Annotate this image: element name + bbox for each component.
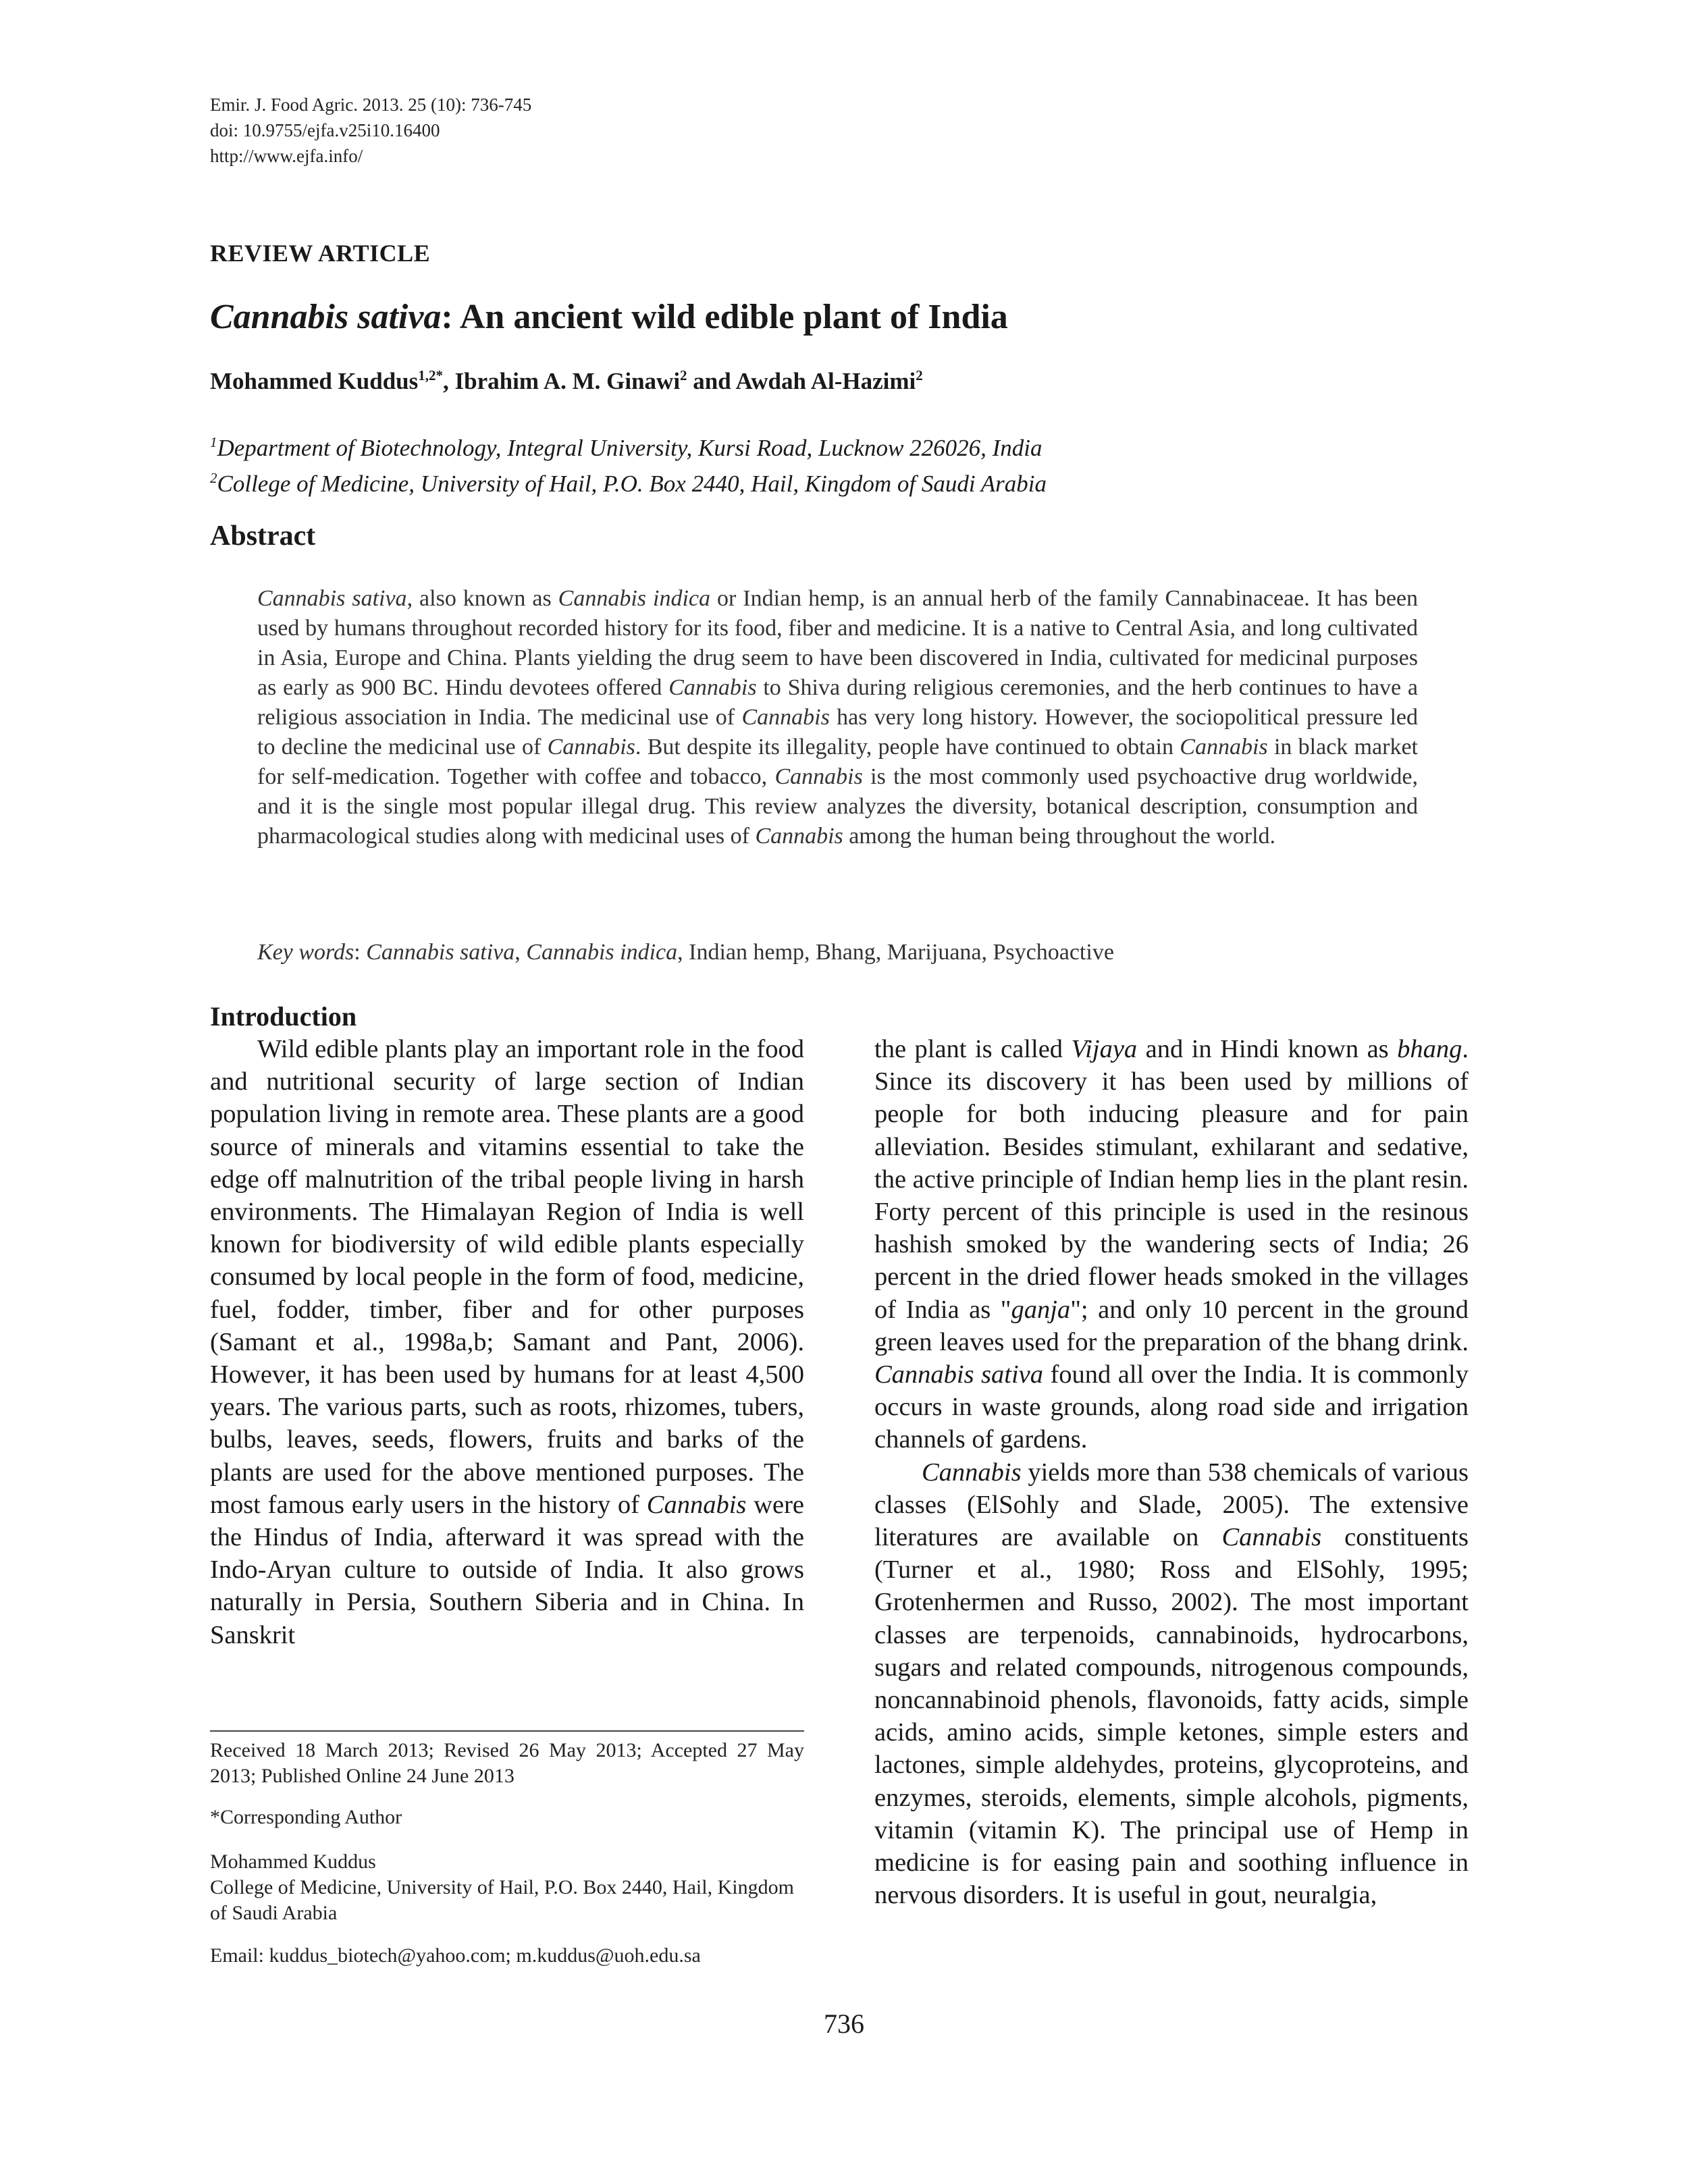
author-name: Ibrahim A. M. Ginawi [454, 368, 681, 394]
body-text: Wild edible plants play an important role in the food and nutritional security of large section of Indian population living in remote area. These plants are a good source of minerals and vitamins essential to take the edge off malnutrition of the tribal people living in harsh environments. The Himalayan Region of India is well known for biodiversity of wild edible plants especially consumed by local people in the form of food, medicine, fuel, fodder, timber, fiber and for other purposes (Samant et al., 1998a,b; Samant and Pant, 2006). However, it has been used by humans for at least 4,500 years. The various parts, such as roots, rhizomes, tubers, bulbs, leaves, seeds, flowers, fruits and barks of the plants are used for the above mentioned purposes. The most famous early users in the history of [210, 1035, 804, 1519]
author-name: Mohammed Kuddus [210, 368, 419, 394]
body-text: were the Hindus of India, afterward it was spread with the Indo-Aryan culture to outside of India. It also grows naturally in Persia, Southern Siberia and in China. In Sanskrit [210, 1490, 805, 1649]
title-species: Cannabis sativa [210, 298, 442, 336]
abstract-text: . But despite its illegality, people have continued to obtain [635, 735, 1180, 760]
keyword-italic: Cannabis sativa [366, 940, 515, 965]
abstract-italic: Cannabis [547, 735, 635, 760]
affiliation-line [210, 463, 1047, 499]
journal-doi: doi: 10.9755/ejfa.v25i10.16400 [210, 120, 440, 140]
body-italic: Cannabis [646, 1490, 747, 1519]
footnote-divider [210, 1730, 804, 1732]
body-italic: Cannabis sativa [874, 1360, 1044, 1389]
abstract-text: , also known as [406, 586, 558, 611]
corresponding-address: College of Medicine, University of Hail, P.O. Box 2440, Hail, Kingdom of Saudi Arabia [210, 1876, 794, 1924]
abstract-italic: Cannabis [668, 675, 757, 700]
keyword-italic: Cannabis indica [526, 940, 678, 965]
keywords-label: Key words [257, 940, 354, 965]
author-affiliation-mark: 1,2* [418, 367, 444, 383]
body-text: and in Hindi known as [1137, 1035, 1398, 1063]
abstract-italic: Cannabis indica [558, 586, 710, 611]
author-separator: and [687, 368, 736, 394]
corresponding-author-block [210, 1849, 804, 1926]
paper-title [210, 297, 1008, 337]
abstract-text: in black market for self-medication. Together with coffee and tobacco, [257, 735, 1418, 789]
keywords-colon: : [354, 940, 367, 965]
affiliation-line [210, 427, 1047, 463]
author-affiliation-mark: 2 [916, 367, 923, 383]
body-text: found all over the India. It is commonly occurs in waste grounds, along road side and irrigation channels of gardens. [874, 1360, 1469, 1454]
abstract-italic: Cannabis [755, 824, 843, 849]
abstract-italic: Cannabis sativa [257, 586, 407, 611]
author-separator: , [443, 368, 455, 394]
keyword-separator: , [515, 940, 527, 965]
article-type: REVIEW ARTICLE [210, 240, 431, 267]
body-italic: Cannabis [1221, 1523, 1322, 1552]
journal-url[interactable]: http://www.ejfa.info/ [210, 146, 363, 166]
affiliation-mark: 2 [210, 470, 217, 486]
received-dates: Received 18 March 2013; Revised 26 May 2013; Accepted 27 May 2013; Published Online 24 June 2013 [210, 1739, 804, 1787]
abstract-text: or Indian hemp, is an annual herb of the family Cannabinaceae. It has been used by humans throughout recorded history for its food, fiber and medicine. It is a native to Central Asia, and long cultivated in Asia, Europe and China. Plants yielding the drug seem to have been discovered in India, cultivated for medicinal purposes as early as 900 BC. Hindu devotees offered [257, 586, 1418, 700]
abstract-text: has very long history. However, the sociopolitical pressure led to decline the medicinal use of [257, 705, 1418, 760]
corresponding-label: *Corresponding Author [210, 1806, 402, 1828]
body-text: yields more than 538 chemicals of various classes (ElSohly and Slade, 2005). The extensive literatures are available on [874, 1458, 1469, 1552]
affiliations [210, 427, 1047, 499]
abstract-text: among the human being throughout the world. [843, 824, 1276, 849]
abstract-italic: Cannabis [1180, 735, 1268, 760]
body-paragraph [210, 1033, 804, 1651]
author-affiliation-mark: 2 [680, 367, 687, 383]
author-name: Awdah Al-Hazimi [735, 368, 916, 394]
body-text: the plant is called [874, 1035, 1072, 1063]
affiliation-text: Department of Biotechnology, Integral University, Kursi Road, Lucknow 226026, India [217, 435, 1043, 461]
body-column-left [210, 1033, 804, 1651]
body-text: "; and only 10 percent in the ground green leaves used for the preparation of the bhang drink. [874, 1295, 1469, 1356]
corresponding-name: Mohammed Kuddus [210, 1850, 376, 1873]
body-column-right [874, 1033, 1469, 1911]
affiliation-mark: 1 [210, 434, 217, 450]
body-italic: Cannabis [922, 1458, 1022, 1487]
body-italic: bhang [1397, 1035, 1462, 1063]
abstract-heading: Abstract [210, 521, 316, 552]
body-text: constituents (Turner et al., 1980; Ross and ElSohly, 1995; Grotenhermen and Russo, 2002). The most important classes are terpenoids, cannabinoids, hydrocarbons, sugars and related compounds, nitrogenous compounds, noncannabinoid phenols, flavonoids, fatty acids, simple acids, amino acids, simple ketones, simple esters and lactones, simple aldehydes, proteins, glycoproteins, and enzymes, steroids, elements, simple alcohols, pigments, vitamin (vitamin K). The principal use of Hemp in medicine is for easing pain and soothing influence in nervous disorders. It is useful in gout, neuralgia, [874, 1523, 1469, 1910]
journal-header [210, 92, 531, 169]
body-paragraph [874, 1033, 1469, 1456]
corresponding-email[interactable]: Email: kuddus_biotech@yahoo.com; m.kuddus@uoh.edu.sa [210, 1944, 701, 1967]
abstract-italic: Cannabis [741, 705, 830, 730]
body-italic: Vijaya [1071, 1035, 1138, 1063]
keywords [257, 940, 1114, 965]
title-rest: : An ancient wild edible plant of India [441, 298, 1008, 336]
author-list [210, 367, 923, 395]
abstract-italic: Cannabis [774, 764, 863, 789]
affiliation-text: College of Medicine, University of Hail, P.O. Box 2440, Hail, Kingdom of Saudi Arabia [217, 471, 1047, 497]
abstract-text: to Shiva during religious ceremonies, and the herb continues to have a religious association in India. The medicinal use of [257, 675, 1419, 730]
keywords-rest: , Indian hemp, Bhang, Marijuana, Psychoactive [677, 940, 1114, 965]
body-text: . Since its discovery it has been used by millions of people for both inducing pleasure and for pain alleviation. Besides stimulant, exhilarant and sedative, the active principle of Indian hemp lies in the plant resin. Forty percent of this principle is used in the resinous hashish smoked by the wandering sects of India; 26 percent in the dried flower heads smoked in the villages of India as " [874, 1035, 1469, 1324]
abstract-body [257, 584, 1418, 851]
body-paragraph [874, 1456, 1469, 1912]
abstract-text: is the most commonly used psychoactive drug worldwide, and it is the single most popular illegal drug. This review analyzes the diversity, botanical description, consumption and pharmacological studies along with medicinal uses of [257, 764, 1418, 849]
body-italic: ganja [1011, 1295, 1071, 1324]
introduction-heading: Introduction [210, 1001, 357, 1032]
journal-citation: Emir. J. Food Agric. 2013. 25 (10): 736-745 [210, 95, 532, 115]
page-number: 736 [824, 2008, 864, 2039]
